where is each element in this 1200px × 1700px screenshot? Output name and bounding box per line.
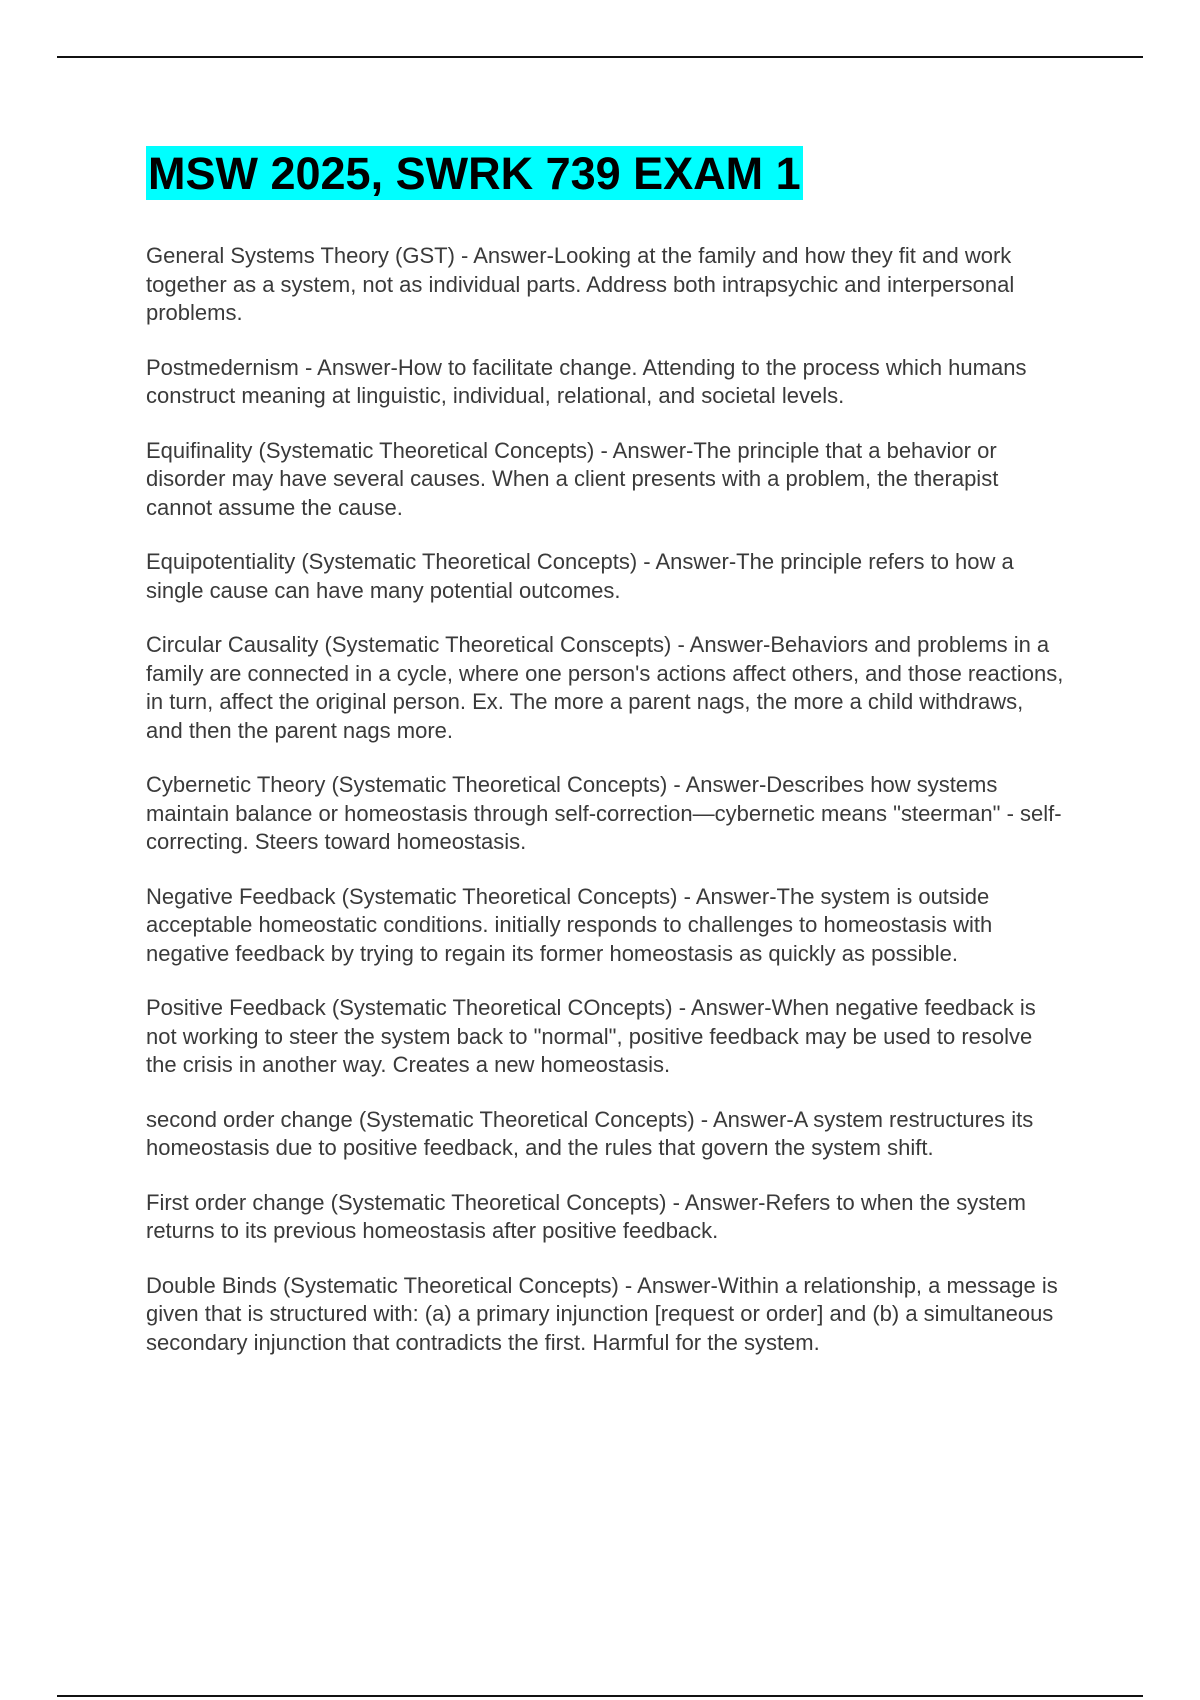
qa-item: Negative Feedback (Systematic Theoretical Concepts) - Answer-The system is outside acceptable homeostatic conditions. initially responds to challenges to homeostasis with negative feedback by trying to regain its former homeostasis as quickly as possible. [146,883,993,966]
qa-item: Circular Causality (Systematic Theoretical Conscepts) - Answer-Behaviors and problems in a family are connected in a cycle, where one person's actions affect others, and those reactions, in turn, affect the original person. Ex. The more a parent nags, the more a child withdraws, and then the parent nags more. [146,632,1064,743]
qa-item: Cybernetic Theory (Systematic Theoretical Concepts) - Answer-Describes how systems maintain balance or homeostasis through self-correction—cybernetic means "steerman" - self-correcting. Steers toward homeostasis. [146,772,1062,854]
top-rule [57,56,1143,58]
qa-item: Equipotentiality (Systematic Theoretical Concepts) - Answer-The principle refers to how a single cause can have many potential outcomes. [146,549,1014,603]
qa-list [146,242,1066,1357]
qa-item: First order change (Systematic Theoretical Concepts) - Answer-Refers to when the system returns to its previous homeostasis after positive feedback. [146,1189,1026,1243]
document-title: MSW 2025, SWRK 739 EXAM 1 [148,148,801,199]
qa-item: Positive Feedback (Systematic Theoretical COncepts) - Answer-When negative feedback is not working to steer the system back to "normal", positive feedback may be used to resolve the crisis in another way. Creates a new homeostasis. [146,995,1036,1077]
qa-item: General Systems Theory (GST) - Answer-Looking at the family and how they fit and work together as a system, not as individual parts. Address both intrapsychic and interpersonal problems. [146,243,1015,325]
qa-item: second order change (Systematic Theoretical Concepts) - Answer-A system restructures its homeostasis due to positive feedback, and the rules that govern the system shift. [146,1106,1034,1160]
bottom-rule [57,1695,1143,1697]
qa-item: Equifinality (Systematic Theoretical Concepts) - Answer-The principle that a behavior or disorder may have several causes. When a client presents with a problem, the therapist cannot assume the cause. [146,437,999,520]
qa-item: Postmedernism - Answer-How to facilitate change. Attending to the process which humans construct meaning at linguistic, individual, relational, and societal levels. [146,354,1027,408]
document-content [146,146,1066,1383]
qa-item: Double Binds (Systematic Theoretical Concepts) - Answer-Within a relationship, a message is given that is structured with: (a) a primary injunction [request or order] and (b) a simultaneous secondary injunction that contradicts the first. Harmful for the system. [146,1272,1058,1355]
